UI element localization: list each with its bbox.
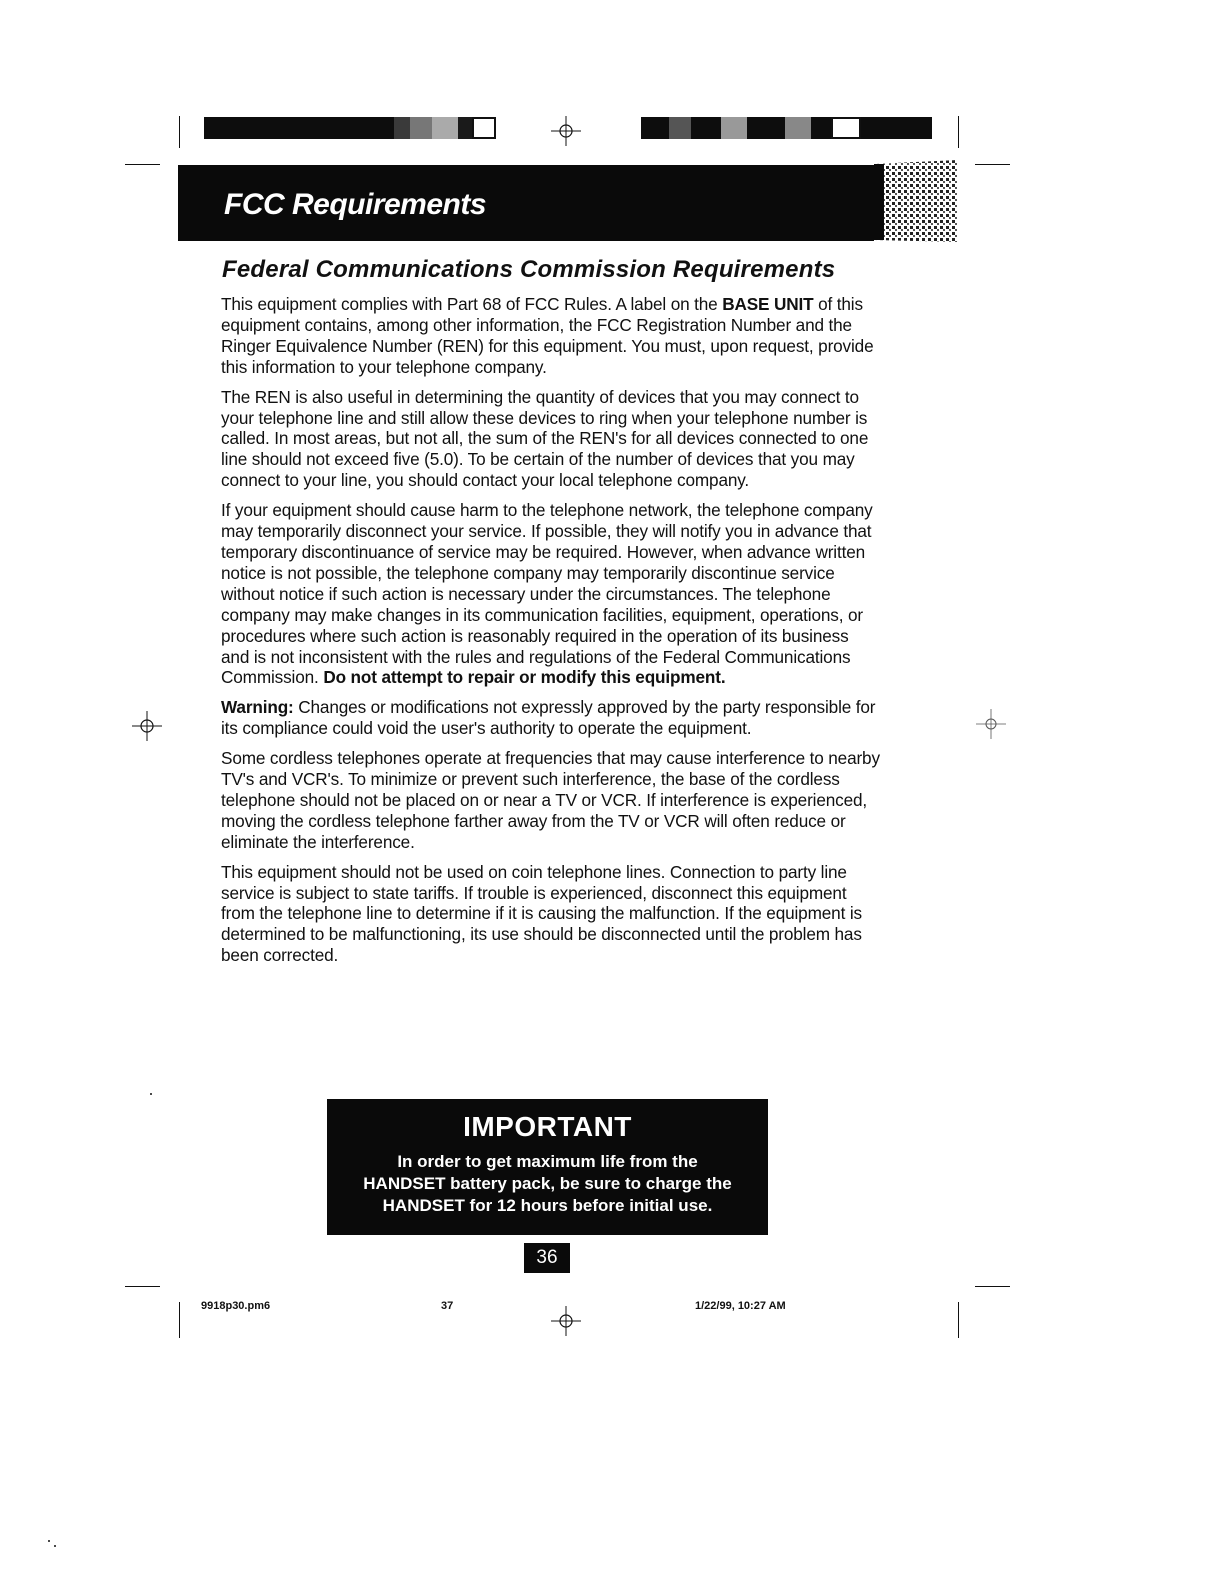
registration-crosshair-top-icon: [551, 116, 581, 146]
crop-mark-top-right: [958, 116, 959, 148]
paragraph-coin-lines: This equipment should not be used on coin telephone lines. Connection to party line service is subject to state tariffs. If trouble is experienced, disconnect this equipment from the telephone line to determine if it is causing the malfunction. If the equipment is determined to be malfunctioning, its use should be disconnected until the problem has been corrected.: [221, 861, 862, 966]
crop-mark-top-left: [179, 116, 180, 148]
paragraph-ren: The REN is also useful in determining the quantity of devices that you may connect to your telephone line and still allow these devices to ring when your telephone number is called. In most areas, but not all, the sum of the REN's for all devices connected to one line should not exceed five (5.0). To be certain of the number of devices that you may connect to your line, you should contact your local telephone company.: [221, 386, 869, 491]
paragraph-harm: If your equipment should cause harm to the telephone network, the telephone company may temporarily disconnect your service. If possible, they will notify you in advance that temporary discontinuance of service may be required. However, when advance written notice is not possible, the telephone company may temporarily discontinue service without notice if such action is necessary under the circumstances. The telephone company may make changes in its communication facilities, equipment, operations, or procedures where such action is reasonably required in the operation of its business and is not inconsistent with the rules and regulations of the Federal Communications Commission. Do not attempt to repair or modify this equipment.: [221, 500, 873, 688]
page-number: 36: [524, 1243, 570, 1273]
important-text: In order to get maximum life from the HANDSET battery pack, be sure to charge the HANDSET for 12 hours before initial use.: [363, 1152, 732, 1215]
crop-mark-right-bottom: [975, 1286, 1010, 1287]
registration-bar-right: [641, 117, 932, 139]
stray-mark: [150, 1093, 152, 1095]
crop-mark-left-top: [125, 164, 160, 165]
crop-mark-left-bottom: [125, 1286, 160, 1287]
stray-mark: [54, 1545, 56, 1547]
paragraph-part68: This equipment complies with Part 68 of FCC Rules. A label on the BASE UNIT of this equipment contains, among other information, the FCC Registration Number and the Ringer Equivalence Number (REN) for this equipment. You must, upon request, provide this information to your telephone company.: [221, 294, 874, 377]
registration-crosshair-right-icon: [976, 709, 1006, 739]
paragraph-interference: Some cordless telephones operate at frequencies that may cause interference to nearby TV's and VCR's. To minimize or prevent such interference, the base of the cordless telephone should not be placed on or near a TV or VCR. If interference is experienced, moving the cordless telephone farther away from the TV or VCR will often reduce or eliminate the interference.: [221, 748, 880, 852]
registration-bar-left: [204, 117, 496, 139]
registration-crosshair-left-icon: [132, 711, 162, 741]
page-title: FCC Requirements: [224, 188, 487, 221]
important-title: IMPORTANT: [463, 1111, 632, 1142]
halftone-pattern: [874, 160, 958, 242]
crop-mark-bottom-right: [958, 1302, 959, 1338]
registration-crosshair-bottom-icon: [551, 1306, 581, 1336]
footer-filename: 9918p30.pm6: [201, 1300, 271, 1312]
footer-timestamp: 1/22/99, 10:27 AM: [695, 1300, 786, 1312]
paragraph-warning: Warning: Changes or modifications not expressly approved by the party responsible for its compliance could void the user's authority to operate the equipment.: [221, 697, 876, 739]
footer-page: 37: [441, 1300, 454, 1312]
body-text: [221, 294, 881, 975]
crop-mark-bottom-left: [179, 1302, 180, 1338]
important-notice: [327, 1099, 768, 1235]
section-heading: Federal Communications Commission Requirements: [222, 256, 836, 283]
crop-mark-right-top: [975, 164, 1010, 165]
stray-mark: [48, 1540, 50, 1542]
